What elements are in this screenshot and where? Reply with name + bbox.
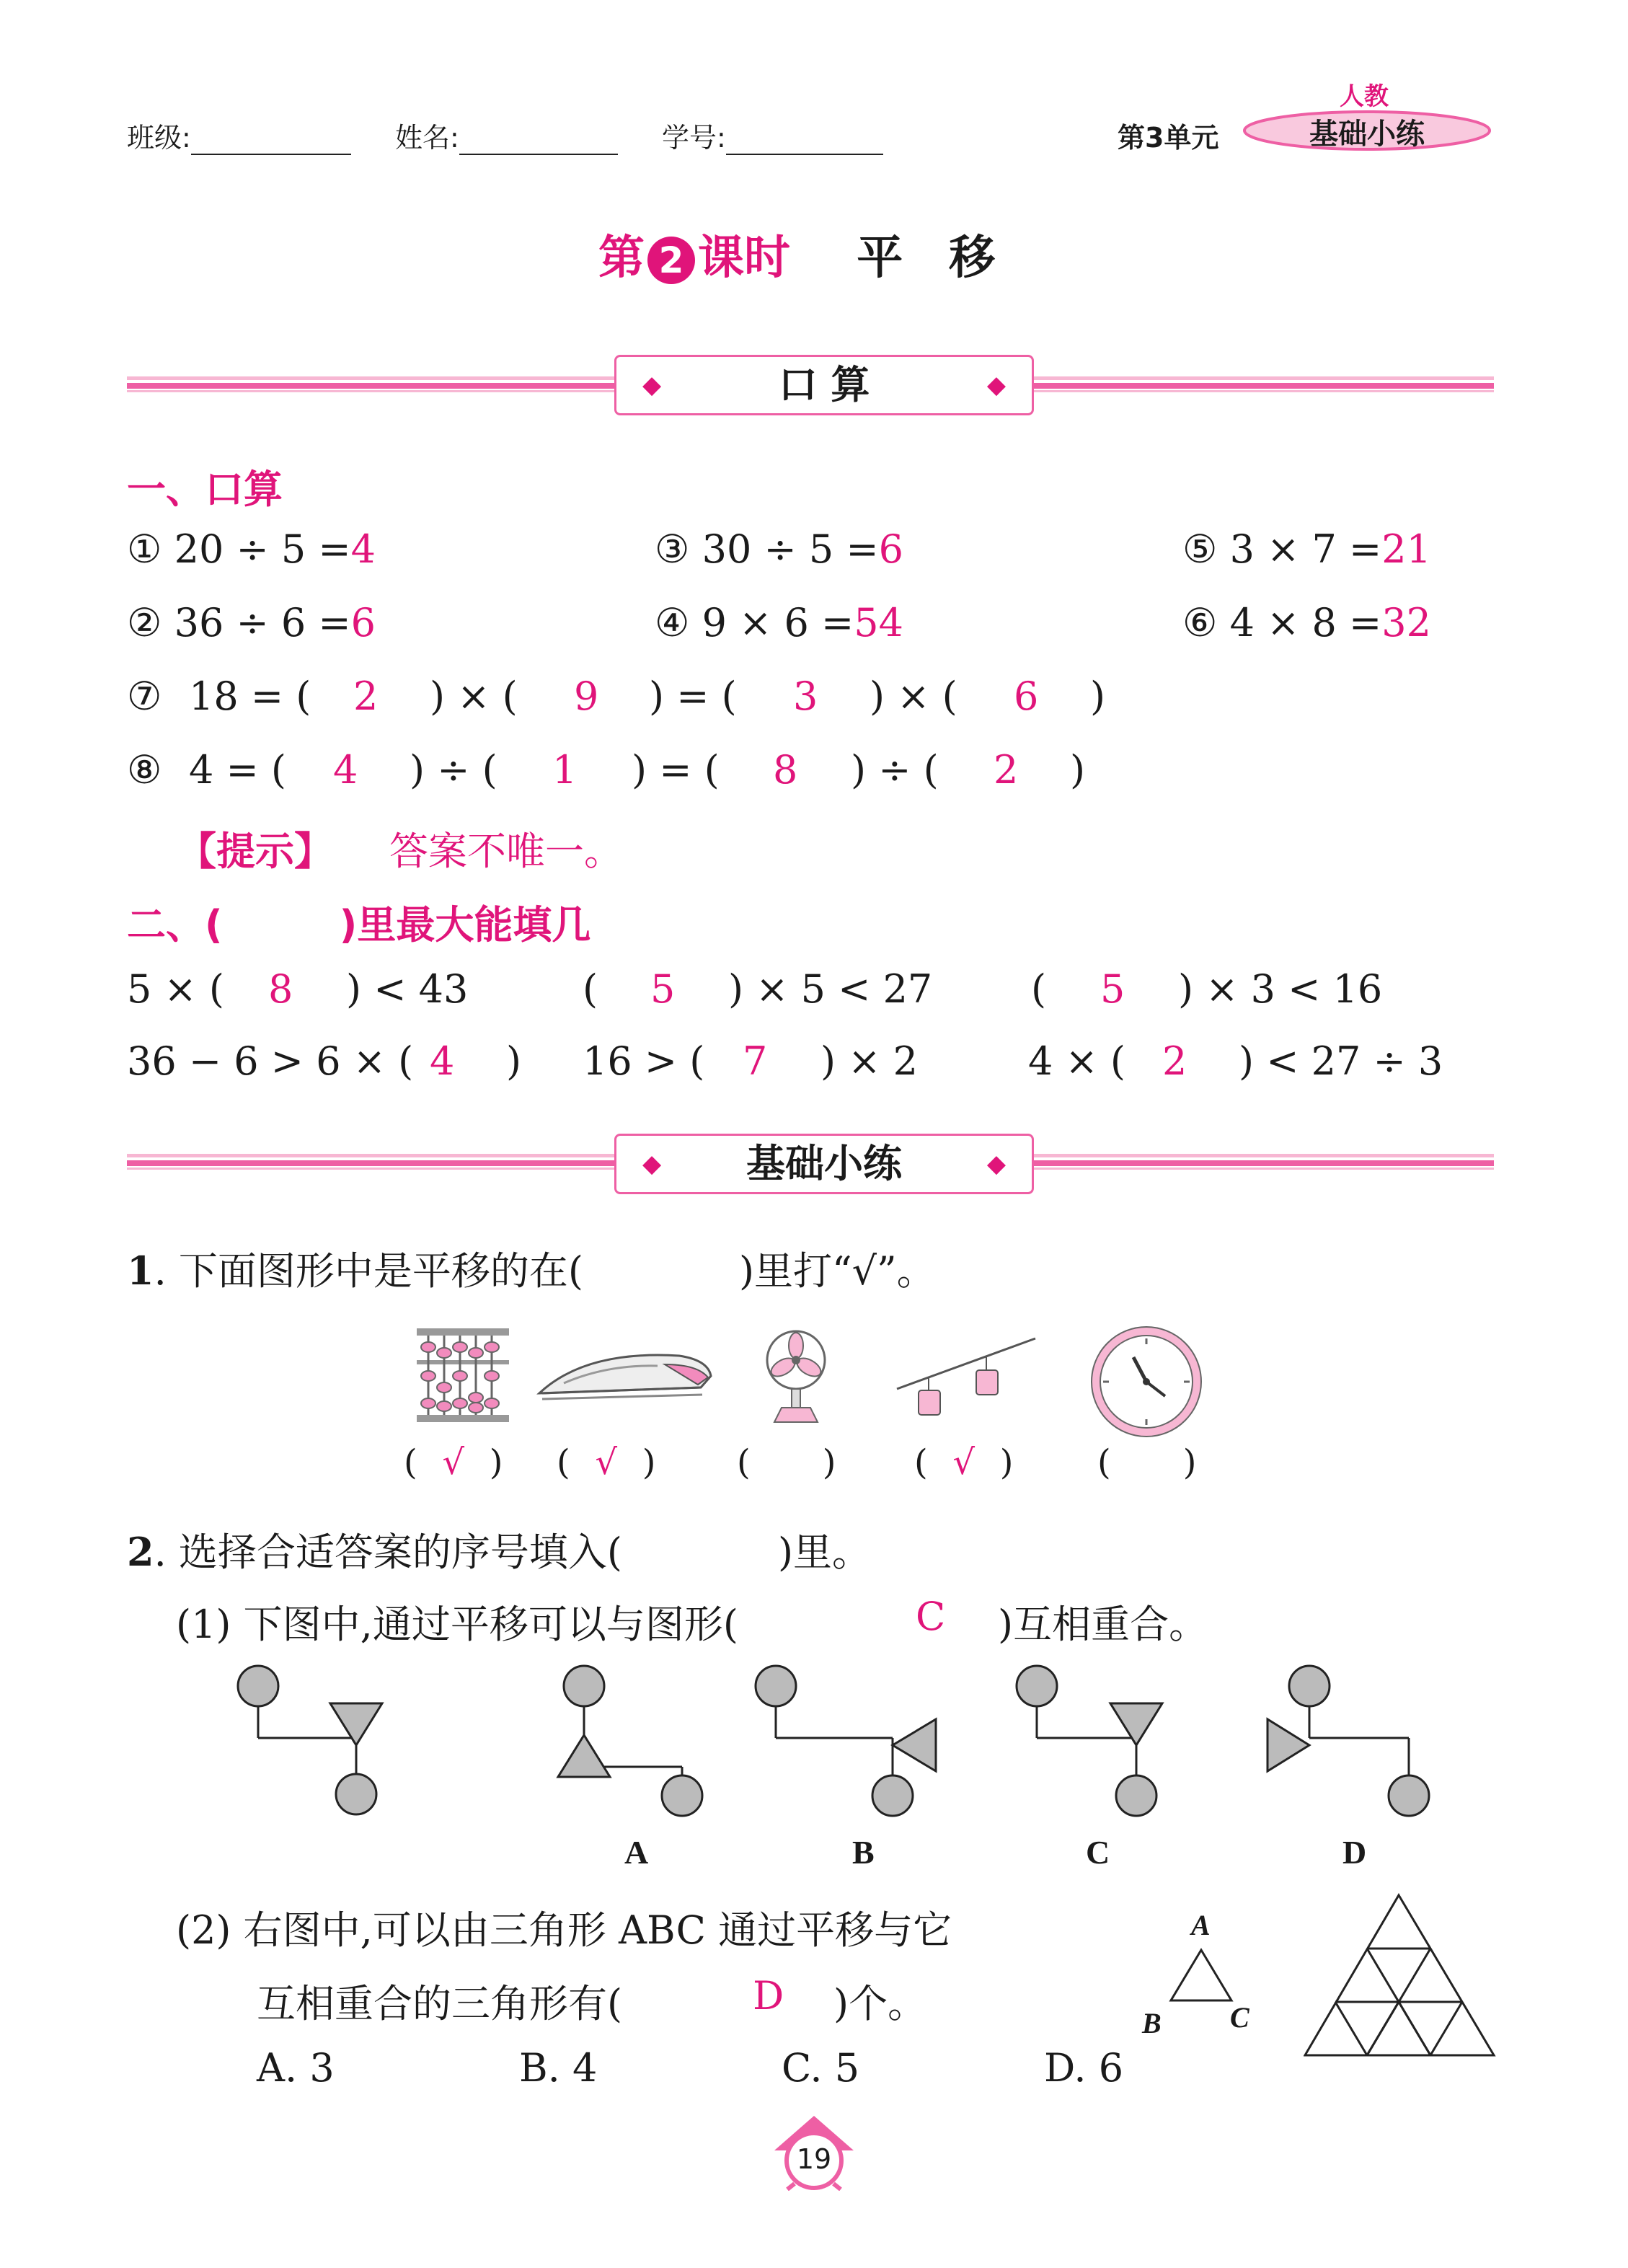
- answer: 6: [1014, 674, 1039, 719]
- q8-op1: ) ÷ (: [410, 747, 497, 793]
- ineq-text: 5 × (: [127, 966, 224, 1012]
- ineq-text: 4 × (: [1028, 1038, 1125, 1084]
- calc-4: ④ 9 × 6 =54: [655, 600, 904, 645]
- ineq-text: ) × 3 < 16: [1178, 966, 1383, 1012]
- answer: 8: [773, 747, 798, 793]
- name-label: 姓名:: [395, 122, 459, 154]
- answer-bracket[interactable]: ( √ ): [404, 1442, 503, 1483]
- name-field[interactable]: [459, 128, 618, 155]
- ineq-text: ) < 43: [346, 966, 469, 1012]
- vertex-label-b: B: [1142, 2007, 1162, 2039]
- triangle-grid: [1304, 1892, 1498, 2058]
- answer: 6: [350, 600, 376, 645]
- q2-sub1-pre: (1) 下图中,通过平移可以与图形(: [176, 1602, 738, 1647]
- q7-op2: ) × (: [870, 674, 957, 719]
- header-id: [662, 115, 883, 155]
- q2-sub1-post: )互相重合。: [998, 1602, 1208, 1647]
- part2-heading: 二、( )里最大能填几: [127, 902, 591, 948]
- q8-eq: ) = (: [632, 747, 720, 793]
- shape-figures: [216, 1659, 1456, 1824]
- vertex-label-c: C: [1230, 2001, 1249, 2034]
- q2-prompt: . 选择合适答案的序号填入( )里。: [154, 1530, 872, 1575]
- cable-car-icon: [894, 1331, 1038, 1428]
- class-field[interactable]: [191, 128, 351, 155]
- abacus-icon: [412, 1325, 513, 1429]
- answer: 4: [430, 1038, 455, 1084]
- q8-end: ): [1070, 747, 1086, 793]
- ineq-text: ): [506, 1038, 522, 1084]
- answer-bracket[interactable]: ( ): [1097, 1442, 1197, 1483]
- q2-number: 2: [127, 1529, 154, 1575]
- series-badge: [1240, 107, 1494, 151]
- calc-6: ⑥ 4 × 8 =32: [1182, 600, 1432, 645]
- calc-2: ② 36 ÷ 6 =6: [127, 600, 376, 645]
- answer: 4: [350, 526, 376, 572]
- title-prefix: 第: [598, 231, 645, 285]
- fan-icon: [760, 1327, 832, 1431]
- header-class: [127, 115, 351, 155]
- q2-text: [127, 1522, 871, 1577]
- ineq-text: (: [583, 966, 598, 1012]
- option-a: A. 3: [257, 2045, 335, 2091]
- q8-number: ⑧: [127, 747, 162, 793]
- calc-5: ⑤ 3 × 7 =21: [1182, 526, 1432, 572]
- lesson-title: [598, 221, 995, 287]
- shape-b: [756, 1666, 936, 1816]
- vertex-label-a: A: [1191, 1909, 1211, 1941]
- q1-text: [127, 1240, 936, 1296]
- answer: 2: [1162, 1038, 1187, 1084]
- diamond-icon: ◆: [986, 371, 1006, 400]
- answer: 5: [650, 966, 676, 1012]
- part1-heading: 一、口算: [127, 467, 283, 512]
- answer: D: [753, 1973, 784, 2018]
- diamond-icon: ◆: [642, 371, 662, 400]
- unit-label: 第3单元: [1118, 122, 1219, 154]
- id-label: 学号:: [662, 122, 726, 154]
- q7-lead: 18 = (: [189, 674, 311, 719]
- title-number-badge: 2: [647, 237, 695, 284]
- page-number-badge: [767, 2112, 861, 2191]
- series-top-label: 人教: [1340, 82, 1389, 111]
- q7-eq: ) = (: [649, 674, 737, 719]
- answer-bracket[interactable]: ( ): [737, 1442, 836, 1483]
- train-icon: [535, 1343, 715, 1411]
- answer: 4: [333, 747, 358, 793]
- page-number: 19: [796, 2143, 832, 2175]
- section-header-oral: [614, 355, 1034, 415]
- ineq-text: ) × 5 < 27: [728, 966, 933, 1012]
- fig-label-a: A: [624, 1834, 649, 1871]
- answer-bracket[interactable]: ( √ ): [914, 1442, 1014, 1483]
- diamond-icon: ◆: [642, 1150, 662, 1178]
- calc-3: ③ 30 ÷ 5 =6: [655, 526, 904, 572]
- answer: 8: [268, 966, 293, 1012]
- q7-end: ): [1090, 674, 1106, 719]
- option-b: B. 4: [519, 2045, 598, 2091]
- ineq-text: 36 − 6 > 6 × (: [127, 1038, 414, 1084]
- original-shape: [238, 1666, 382, 1814]
- answer: 2: [994, 747, 1019, 793]
- answer: 5: [1100, 966, 1125, 1012]
- answer: 2: [353, 674, 379, 719]
- section-title-practice: 基础小练: [746, 1141, 902, 1186]
- answer: 3: [793, 674, 818, 719]
- series-label: 基础小练: [1309, 118, 1425, 151]
- id-field[interactable]: [726, 128, 883, 155]
- ineq-text: ) × 2: [820, 1038, 918, 1084]
- class-label: 班级:: [127, 122, 191, 154]
- q8-op2: ) ÷ (: [851, 747, 939, 793]
- shape-c: [1017, 1666, 1162, 1816]
- shape-d: [1268, 1666, 1429, 1816]
- q2-sub2-line1: (2) 右图中,可以由三角形 ABC 通过平移与它: [176, 1907, 952, 1953]
- section-header-practice: [614, 1134, 1034, 1194]
- header-name: [395, 115, 618, 155]
- q2-sub2-pre: 互相重合的三角形有(: [257, 1981, 623, 2026]
- fig-label-d: D: [1342, 1834, 1367, 1871]
- q7-op1: ) × (: [430, 674, 518, 719]
- q7-number: ⑦: [127, 674, 162, 719]
- answer: 54: [854, 600, 904, 645]
- ineq-text: (: [1031, 966, 1047, 1012]
- shape-a: [558, 1666, 702, 1816]
- option-c: C. 5: [782, 2045, 860, 2091]
- answer: 21: [1381, 526, 1432, 572]
- option-d: D. 6: [1044, 2045, 1124, 2091]
- answer: 1: [552, 747, 578, 793]
- answer: C: [916, 1594, 946, 1639]
- q1-number: 1: [127, 1248, 154, 1294]
- q2-sub2-post: )个。: [833, 1981, 927, 2026]
- answer: 7: [743, 1038, 768, 1084]
- fig-label-c: C: [1086, 1834, 1110, 1871]
- answer: 6: [878, 526, 904, 572]
- calc-1: ① 20 ÷ 5 =4: [127, 526, 376, 572]
- answer: 9: [574, 674, 599, 719]
- fig-label-b: B: [852, 1834, 875, 1871]
- ineq-text: ) < 27 ÷ 3: [1239, 1038, 1443, 1084]
- q8-lead: 4 = (: [189, 747, 286, 793]
- title-suffix: 课时: [698, 231, 790, 285]
- triangle-abc: [1168, 1947, 1240, 2005]
- hint-text: 答案不唯一。: [389, 829, 623, 874]
- diamond-icon: ◆: [986, 1150, 1006, 1178]
- section-title-oral: 口 算: [778, 362, 870, 407]
- answer: 32: [1381, 600, 1432, 645]
- answer-bracket[interactable]: ( √ ): [557, 1442, 656, 1483]
- hint-label: 【提示】: [177, 829, 333, 874]
- q1-prompt: . 下面图形中是平移的在( )里打“√”。: [154, 1248, 936, 1294]
- clock-icon: [1089, 1324, 1204, 1442]
- ineq-text: 16 > (: [583, 1038, 705, 1084]
- title-topic: 平 移: [857, 231, 996, 285]
